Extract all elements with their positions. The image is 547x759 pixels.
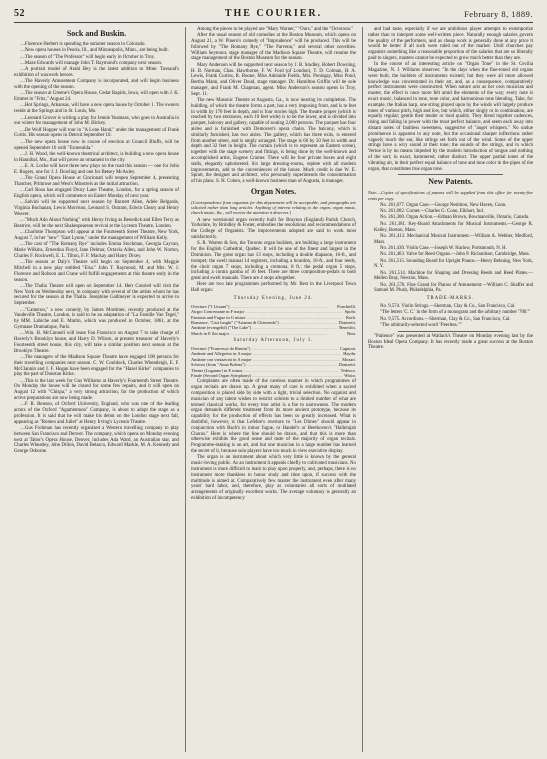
- programme-list: [191, 304, 356, 336]
- news-item: ....F. R. Benson, of Oxford University, England, who was one of the leading actors of the Oxford "Agamemnon" Company, is about to adopt the stage as a profession. It is said that he will make his debut on the London stage next fall, appearing as "Romeo and Juliet" at Henry Irving's Lyceum Theatre.: [14, 402, 179, 425]
- section-heading-organ-notes: Organ Notes.: [250, 187, 297, 197]
- header-rule: [14, 22, 533, 23]
- programme-composer: Widor.: [344, 373, 356, 379]
- programme-list: [191, 346, 356, 378]
- news-item: ....Hot Springs, Arkansas, will have a new opera house by October 1. The owners reside at the Springs and in St. Louis, Mo.: [14, 103, 179, 115]
- programme-composer: Bach.: [345, 314, 356, 320]
- news-item: ....Salvini will be supported next season by Burnett Allen, Adele Belgarde, Virginia Buchanan, Lewis Morrison, Leonard S. Outram, Edwin Cleary and Henry Weaver.: [14, 200, 179, 217]
- programme-piece: Andante and Allegretto in A major .....: [191, 351, 341, 356]
- organ-note-item: Here are two late programmes performed by Mr. Best in the Liverpool Town Hall organ:: [191, 282, 356, 294]
- programme-piece: Airgro Concertante in F major .....: [191, 309, 343, 314]
- trademark-entry: "The letters 'C. C.' in the form of a monogram and the arbitrary number '700.'": [380, 310, 531, 316]
- column-1: [14, 27, 179, 455]
- news-item: ....Florence Herbert is spending the summer season in Colorado.: [20, 42, 146, 47]
- patents-note: Note.—Copies of specifications of patents will be supplied from this office for twenty-five cents per copy.: [368, 190, 533, 201]
- organ-note-item: The organ is an instrument about which very little is known by the general music-loving public. As an instrument it appeals chiefly to cultivated musicians. No instrument is more difficult to learn to play upon properly, and, perhaps, there is no instrument more thankless to honor study and time upon, if success with the multitude is aimed at. Comparatively few master the instrument even after many years' hard labor, and, therefore, play as voluntaries all sorts of mutilated arrangements of originally excellent works. The average voluntary is generally an exhibition of incompetency: [191, 455, 356, 501]
- news-item: Among the pieces to be played are "Mary Warner," "Ours," and the "Octoroon.": [197, 27, 354, 32]
- patent-entry: No. 261,300. Organ Action.—Edman Brown, Bowmanville, Ontario, Canada.: [380, 215, 530, 221]
- news-item: ....The season at Greene's Opera House, Cedar Rapids, Iowa, will open with J. K. Emmet in "Fritz," August 24.: [14, 91, 179, 103]
- patent-entry: No. 261,413. Mechanical Musical Instrument.—William A. Webber, Medford, Mass.: [374, 233, 533, 245]
- news-item: ....This is the last week for Gus Williams at Haverly's Fourteenth Street Theatre. On Monday the house will be closed for some few repairs, and it will open on August 12 with "Chispa," a very strong attraction, for the production of which active preparations are now being made.: [14, 378, 179, 402]
- patent-entry: No. 261,514. Machine for Shaping and Dressing Reeds and Reed Plates.—Mellen Bray, Newton, Mass.: [374, 270, 533, 282]
- organ-note-item: and bad taste, especially if we are ambitious player attempts to extemporize rather than to interpret some well-written piece. Naturally enough salaries govern the quality of the performers, and as cheap work is generally done at any price it would be better if all such were ruled out of the market. Until churches pay organists something like a reasonable proportion of the salaries that are so liberally paid to singers, masters cannot be expected to grow much better than they are.: [368, 27, 533, 61]
- news-item: ....J. H. Wood, the well-known theatrical architect, is building a new opera house in Hannibal, Mo., that will prove an ornament to the city.: [14, 151, 179, 163]
- news-item: ....Carl Rosa has engaged Drury Lane Theatre, London, for a spring season of English opera, which will commence on Easter Monday of next year.: [14, 188, 179, 199]
- news-item: ....Maze Edwards will manage John T. Raymond's company next season.: [20, 60, 163, 66]
- patent-entry: No. 261,430. Violin Case.—Joseph W. Harlow, Portsmouth, N. H.: [380, 245, 507, 251]
- programme-piece: Andante con variazioni in A major .....: [191, 357, 340, 362]
- programme-composer: Mozart.: [342, 356, 356, 362]
- news-item: ....The managers of the Madison Square Theatre have engaged 100 persons for their travelling companies next season. C. W. Couldock, Charles Wheatleigh, E. F. McClannin and J. F. Hogan have been engaged for the "Hazel Kirke" companies to play the part of Dunstan Kirke.: [14, 354, 179, 378]
- programme-piece: Overture ("I Lituani") .....: [191, 304, 335, 309]
- trademark-entry: No. 9,574. Violin Strings.—Sherman, Clay & Co., San Francisco, Cal.: [380, 304, 516, 310]
- programme-composer: Ponchielli.: [337, 303, 356, 309]
- news-item: The new Masonic Theatre at Augusta, Ga., is now nearing its completion. The building, of which the theatre forms a part, has a very imposing front, and is to feet in width by 170 feet in depth, and is four stories high. The theatre proper (which is reached by two entrances, each 10 feet wide) is to be the lower, and is divided into parquet, balcony and gallery, capable of seating 2,000 persons. The parquet has four aisles and is furnished with Demorest's opera chairs. The balcony, which is similarly furnished, has two aisles. The gallery, which has three exits, is entered from another street, and is amply arranged. The stage is 60 by 50 feet in width and depth and 32 feet in height. The curtain (which is to represent an Eastern scene), together with the stage scenery and fittings, is being done by the well-known and accomplished artist, Eugene Cramer. There will be four private boxes and eight stalls, elegantly upholstered. Six large dressing-rooms, replete with all modern improvements, add to the conveniences of the house. Much credit is due W. E. Spratt, the designer and architect, who personally superintends the consummation of his plans. S. H. Cohen, a well-known business man of Augusta, is manager.: [191, 98, 356, 185]
- closing-item: "Patience" was presented at Wallack's Theatre on Monday evening last by the Boston Ideal Opera Company. It has recently made a great success at the Boston Theatre.: [368, 333, 533, 351]
- news-item: ....The cast of "The Romany Rye" includes Emma Stockman, Georgia Cayvan, Marie Wilkins, Ernestina Floyd, Jane Delmar, Octavia Allen, and John W. Norton, Charles F. Rockwell, E. L. Tilton, F. F. Mackay and Harry Dixey.: [14, 242, 179, 259]
- news-item: ....The season at Daly's Theatre will begin on September 4, with Maggie Mitchell in a new play entitled "Elsa." John T. Raymond, M. and Mrs. W. J. Florence and Robson and Crane will fulfill engagements at this theatre early in the season.: [14, 260, 179, 283]
- column-2: [191, 27, 356, 502]
- programme-title: Thursday Evening, June 24.: [233, 295, 314, 301]
- news-item: ....The new opera house now in course of erection at Council Bluffs, will be opened September 16 with "Esmeralda.": [14, 139, 179, 151]
- news-item: ...."Cameron," a new comedy, by James Mortimer, recently produced at the Vaudeville Theatre, London, is said to be an adaptation of "La Famille Van Tegel," by MM. Labiche and E. Martin, which was produced in October, 1861, at the Gymnase Dramatique, Paris.: [14, 307, 179, 330]
- programme-piece: Finale (Second Organ Symphony) .....: [191, 373, 342, 378]
- news-item: ....De Wolf Hopper will tour in "A Lone Hand," under the management of Frank Curtis. His season opens in Detroit September 10.: [14, 127, 179, 139]
- programme-piece: March in E flat major .....: [191, 331, 345, 336]
- column-3: [368, 27, 533, 352]
- news-item: ....E. A. Locke will have three new plays on the road this season — one for John E. Rogers, one for J. J. Dowling and one for Betsey McAuley.: [14, 163, 179, 175]
- patent-entry: No. 261,077. Organ Case.—George Nesbiton, New Haven, Conn.: [380, 202, 507, 208]
- programme-row: [191, 373, 356, 378]
- programme-composer: Donizetti.: [338, 362, 356, 368]
- organ-note-item: A new westsound organ recently built for Brayton (England) Parish Church, Yorkshire, by Brindley & Foster, embodies the resolutions and recommendations of the College of Organists. The improvements adopted are said to work most satisfactorily.: [191, 217, 356, 241]
- section-rule: [398, 331, 503, 332]
- news-item: After the usual season of old comedies at the Boston Museum, which opens on August 21, a W. Pinero's comedy of "Imprudence" will be produced. This will be followed by "The Romany Rye," "The Parvenu," and several other novelties. William Seymour, stage manager of the Madison Square Theatre, will resume the stage management of the Boston Museum for the season.: [191, 33, 356, 62]
- news-item: ....The Haverly Amusement Company is incorporated, and will begin business with the opening of the season.: [14, 79, 179, 91]
- news-item: Mary Anderson will be supported next season by J. B. Studley, Robert Downing, H. B. Norman, Chas. Hawthorne, F. W. Ford (of London), T. D. Colman, H. A. Lewis, Frank Curtiss, R. Boone, Miss Adelaide Fields, Mrs. Ponisgay, Miss Pond, Bertha Mann, and Oliver Doud, stage manager. Dr. Hamilton Griffin will be sole manager, and Frank M. Chapman, agent. Miss Anderson's season opens in Troy, Sept. 11.: [191, 62, 356, 97]
- section-heading-sock-and-buskin: Sock and Buskin.: [66, 29, 127, 38]
- masthead-title: THE COURIER.: [224, 8, 323, 19]
- patent-entry: No. 261,570. Fine Grand for Pianos of Amusement.—William C. Shaffer and Samuel M. Plush, Philadelphia, Pa.: [374, 282, 533, 294]
- page-header: [14, 8, 533, 22]
- programme-composer: Best.: [347, 330, 356, 336]
- programme-piece: Overture ("Francesca da Rimini") .....: [191, 346, 338, 351]
- programme-piece: Andante (evangelid) ("The Lake") .....: [191, 325, 337, 330]
- programme-row: [191, 331, 356, 336]
- programme-composer: Haydn.: [343, 351, 356, 357]
- patent-entry: No. 261,082. Cornet.—Charles G. Conn, Elkhart, Ind.: [380, 209, 484, 215]
- programme-composer: Tedesco.: [340, 367, 356, 373]
- editorial-note: [Correspondence from organists for this department will be acceptable, and paragraphs are solicited rather than long articles. Anything of interest relating to the organ, organ music, church music, &c., will receive the attention it deserves.]: [191, 200, 356, 216]
- news-item: ....The season of "The Professor" will begin early in October in Troy.: [20, 54, 155, 60]
- page-number: 52: [14, 8, 25, 19]
- news-item: ...."Much Ado About Nothing" with Henry Irving as Benedick and Ellen Terry as Beatrice, will be the next Shakespearean revival at the Lyceum Theatre, London.: [14, 218, 179, 229]
- programme-piece: Scherzo (from "Anna Bolena") .....: [191, 362, 337, 367]
- news-item: ....Gus Frohman has recently organized a Western travelling company to play between San Francisco and Denver. The company, which opens on Monday evening next at Tabor's Opera House, Denver, includes Ada Ward, an Australian star, and Charles Wheatley, John Dillon, David Belasco, Edward Markle, M. A. Kennedy and George Osborne.: [14, 426, 179, 455]
- news-item: ....The Grand Opera House at Cincinnati will reopen September 4, presenting Thatcher, Primrose and West's Minstrels as the initial attraction.: [14, 176, 179, 187]
- trademark-entry: "The arbitrarily-selected word "Peerless."": [380, 322, 462, 328]
- programme-piece: Theme (Luganno) in E minor .....: [191, 368, 339, 373]
- news-item: ....Wm. H. McConnell will lease Fan Francisco on August 7 to take charge of Haverly's Brooklyn house, and Harry D. Wilson, at present treasurer of Haverly's Fourteenth street house, this city, will take a similar position next season at the Brooklyn Theatre.: [14, 331, 179, 354]
- programme-composer: Donizetti.: [338, 320, 356, 325]
- column-divider: [362, 27, 363, 752]
- news-item: ....Charlotte Thompson will appear at the Fourteenth Street Theatre, New York, August 7, in her "new" "East Lynne," under the management of William Kelly.: [14, 230, 179, 241]
- programme-piece: Fantasia and Fugue in G minor .....: [191, 315, 344, 320]
- patent-entry: No. 261,463. Valve for Reed Organs.—John P. Richardson, Cambridge, Mass.: [380, 252, 530, 258]
- trademarks-heading: TRADE-MARKS.: [426, 296, 475, 302]
- programme-title: Saturday Afternoon, July 1.: [233, 338, 314, 344]
- section-rule: [398, 174, 503, 175]
- news-item: ....New opera houses in Peoria, Ill., and Minneapolis, Minn., are being built.: [20, 48, 169, 54]
- section-heading-new-patents: New Patents.: [428, 177, 473, 187]
- patent-entry: No. 261,515. Sounding Board for Upright Pianos.—Henry Behning, New York, N. Y.: [374, 258, 533, 270]
- column-divider: [185, 27, 186, 752]
- programme-composer: Benedict.: [339, 325, 356, 331]
- issue-date: February 8, 1889.: [464, 9, 533, 19]
- programme-piece: Romance, "Cari luoghi" ("Arianna di Chiesenda") .....: [191, 320, 337, 325]
- patent-entry: No. 261,381. Key-Board Attachments for Musical Instruments.—George R. Kelley, Boston, Mass.: [374, 221, 533, 233]
- news-item: ....A portrait model of Arabi Bey is the latest addition to Mme. Tussaud's exhibition of waxwork heroes.: [14, 67, 179, 78]
- organ-note-item: Complaints are often made of the careless manner in which programmes of organ recitals are drawn up. A great many of care is exhibited when a sacred composition is placed side by side with a light, trivial selection. No organist and musician of any talent wishes to restrict soloists to a limited number of what are termed classical works, for every true artist is a foe to narrowness. The modern organ demands different treatment from its more ancient prototype, because its capability for the production of effects has been so greatly increased. What is doubtful, however, is that Lefebre's overture to "Les Dimes" should appear in conjunction with Bach's in minor fugue, or Handel's or Beethoven's "Hallelujah Chorus." Here is where the line should be drawn, and that this is more than otherwise exhibits the good sense and taste of the majority of organ recitals. Programme-making is an art, and but one musician in a large number has learned the secret of it, because solo players have too much in view executive display.: [191, 379, 356, 455]
- news-item: ....Leonard Grover is writing a play for Jennie Yeamans, who goes to Australia in our winter for management of John M. Hickey.: [14, 115, 179, 127]
- programme-composer: Spohr.: [344, 309, 356, 315]
- trademark-entry: No. 9,575. Accordions.—Sherman, Clay & Co., San Francisco, Cal.: [380, 316, 511, 322]
- organ-note-item: S. R. Warren & Son, the Toronto organ builders, are building a large instrument for the English Cathedral, Quebec. It will be one of the finest and largest in the Dominion. The great organ has 13 stops, including a double diapason, 16-ft., and trumpet; the swell manual 14 registers, including a bourdon, 16-ft., and four reeds, the choir organ 7 stops, including a cremona, 8 ft.; the pedal organ 5 stops, including a contra gamba of 16 feet. There are three composition-pedals to both great and swell manuals. There are 4 stops altogether.: [191, 241, 356, 282]
- news-item: ....The Thalia Theatre will open on September 14. Herr Conried will visit the New York on Wednesday next, in company with several of the artists whom he has secured for the season at the Thalia. Josephine Gallmeyer is expected to arrive in September.: [14, 283, 179, 307]
- organ-note-item: In the course of an interesting article on "Organ Tone" in the St. Cecilia Magazine, N. J. Williams observes: "In the days when the fine-toned old organs were built, the builders of instruments existed; but they were all more allowed knowledge was concentrated in their art, and, as a consequence, comparatively perfect instruments were constructed. When nature acts as her own musician and master, the effect is once more felt amid the elements of the way; every note is exact music, balanced in tone, tone color, and harmonious tone blending. Take, for example, the Italian harp, one string played upon by the winds will largely produce tones of various pitch, high and low, but which, either singly or in combination, are equally regular; gentle their tender or loud quality. They blend together cadences, rising and falling in power with the most perfect balance, and seem each away into distant notes of faultless sweetness, suggestive of "angel whispers." No undue prominence is apparent in any note, but the occasional sharper inflections rather vaguely touch the ear, like strings set forth out of the wind. Some of the upper strings have a wiry sound at their tone; the sounds of the strings, and in which Vertue is by no means impeded by the modern introduction of tongue and nothing of the sort; in exact, hammered, rather distinct. The upper partial tones of the vibrating air, in their perfect equal balance of tone and tone color in the pipes of the organ, that constitutes true organ tone.: [368, 62, 533, 172]
- programme-composer: Cagnoni.: [340, 346, 356, 352]
